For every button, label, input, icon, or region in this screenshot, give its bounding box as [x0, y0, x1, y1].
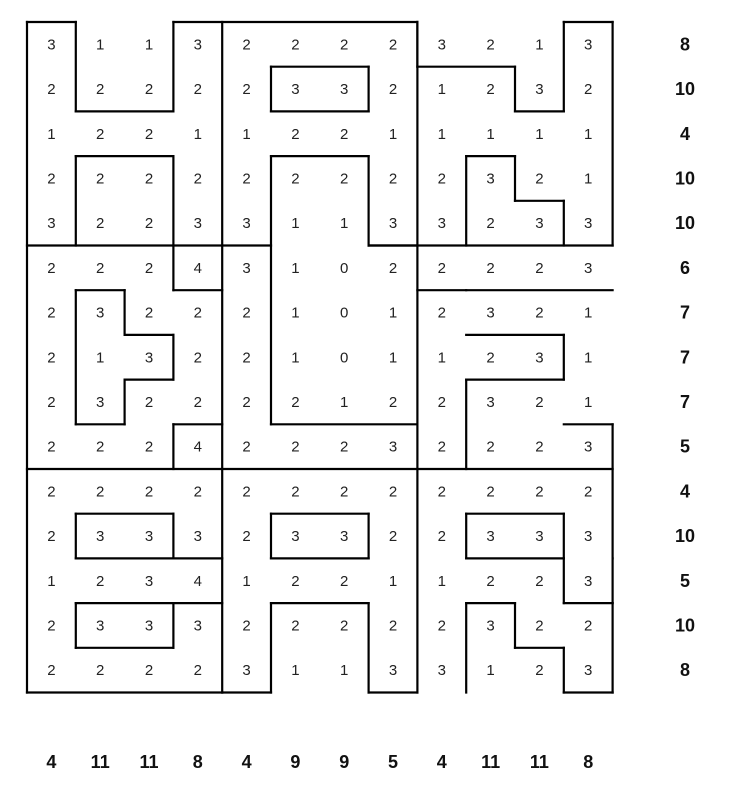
cell-number: 3 — [144, 572, 154, 590]
cell-number: 3 — [437, 36, 446, 54]
cell-number: 2 — [535, 393, 544, 411]
column-clue: 9 — [339, 752, 350, 772]
cell-number: 2 — [437, 528, 446, 546]
row-clue: 5 — [679, 570, 691, 591]
cell-number: 3 — [584, 36, 593, 54]
cell-number: 2 — [242, 617, 251, 635]
cell-number: 2 — [193, 304, 202, 322]
cell-number: 3 — [47, 215, 56, 233]
cell-number: 2 — [340, 36, 349, 54]
cell-number: 2 — [437, 617, 446, 635]
cell-grid — [47, 36, 592, 679]
cell-number: 2 — [388, 528, 398, 546]
row-clue: 5 — [679, 436, 691, 457]
cell-number: 1 — [291, 662, 300, 680]
cell-number: 2 — [291, 617, 300, 635]
cell-number: 1 — [535, 125, 544, 143]
cell-number: 3 — [486, 528, 495, 546]
row-clue: 7 — [679, 302, 691, 323]
cell-number: 3 — [144, 528, 154, 546]
cell-number: 2 — [340, 438, 349, 456]
cell-number: 2 — [535, 662, 544, 680]
row-clue: 10 — [674, 526, 696, 547]
cell-number: 1 — [291, 215, 300, 233]
cell-number: 2 — [96, 170, 105, 188]
cell-number: 3 — [242, 215, 251, 233]
cell-number: 0 — [340, 304, 349, 322]
cell-number: 2 — [535, 483, 544, 501]
cell-number: 3 — [388, 215, 398, 233]
cell-number: 1 — [242, 125, 251, 143]
cell-number: 2 — [535, 617, 544, 635]
cell-number: 2 — [291, 36, 300, 54]
cell-number: 1 — [96, 349, 105, 367]
cell-number: 1 — [437, 349, 446, 367]
column-clue: 4 — [436, 752, 447, 772]
cell-number: 2 — [291, 170, 300, 188]
cell-number: 1 — [388, 125, 398, 143]
cell-number: 2 — [144, 662, 154, 680]
loop-lines — [27, 22, 613, 693]
cell-number: 2 — [47, 81, 56, 99]
column-clue: 11 — [481, 752, 501, 772]
column-clue: 5 — [387, 752, 399, 772]
cell-number: 3 — [193, 528, 202, 546]
cell-number: 2 — [340, 617, 349, 635]
cell-number: 2 — [437, 170, 446, 188]
column-clue: 9 — [290, 752, 301, 772]
cell-number: 3 — [340, 81, 349, 99]
row-clue: 4 — [679, 123, 691, 144]
row-clue: 10 — [674, 168, 696, 189]
cell-number: 2 — [291, 572, 300, 590]
cell-number: 3 — [486, 304, 495, 322]
cell-number: 2 — [96, 215, 105, 233]
cell-number: 4 — [193, 259, 202, 277]
cell-number: 2 — [96, 438, 105, 456]
cell-number: 3 — [437, 662, 446, 680]
cell-number: 2 — [144, 215, 154, 233]
cell-number: 2 — [535, 572, 544, 590]
cell-number: 2 — [144, 304, 154, 322]
cell-number: 2 — [486, 572, 495, 590]
cell-number: 1 — [388, 304, 398, 322]
cell-number: 1 — [144, 36, 154, 54]
cell-number: 2 — [47, 617, 56, 635]
cell-number: 2 — [242, 528, 251, 546]
cell-number: 2 — [47, 483, 56, 501]
cell-number: 2 — [291, 438, 300, 456]
cell-number: 2 — [388, 81, 398, 99]
cell-number: 1 — [242, 572, 251, 590]
cell-number: 1 — [535, 36, 544, 54]
cell-number: 2 — [193, 349, 202, 367]
cell-number: 3 — [388, 438, 398, 456]
cell-number: 2 — [193, 170, 202, 188]
cell-number: 2 — [193, 662, 202, 680]
cell-number: 3 — [144, 349, 154, 367]
cell-number: 2 — [47, 662, 56, 680]
cell-number: 2 — [388, 393, 398, 411]
cell-number: 1 — [340, 215, 349, 233]
cell-number: 2 — [340, 125, 349, 143]
cell-number: 1 — [291, 259, 300, 277]
cell-number: 3 — [535, 81, 544, 99]
cell-number: 1 — [340, 393, 349, 411]
cell-number: 2 — [193, 393, 202, 411]
row-clue: 8 — [679, 660, 691, 681]
cell-number: 1 — [47, 572, 56, 590]
column-clue: 8 — [192, 752, 203, 772]
cell-number: 2 — [96, 125, 105, 143]
cell-number: 2 — [388, 617, 398, 635]
cell-number: 2 — [388, 483, 398, 501]
cell-number: 2 — [193, 81, 202, 99]
cell-number: 0 — [340, 259, 349, 277]
cell-number: 3 — [96, 304, 105, 322]
cell-number: 3 — [291, 528, 300, 546]
cell-number: 2 — [47, 393, 56, 411]
row-clue: 8 — [679, 34, 691, 55]
cell-number: 2 — [535, 259, 544, 277]
column-clues — [46, 752, 593, 772]
cell-number: 2 — [584, 483, 593, 501]
cell-number: 3 — [584, 438, 593, 456]
cell-number: 1 — [437, 81, 446, 99]
cell-number: 1 — [96, 36, 105, 54]
row-clue: 4 — [679, 481, 691, 502]
cell-number: 3 — [96, 393, 105, 411]
cell-number: 1 — [340, 662, 349, 680]
column-clue: 8 — [583, 752, 594, 772]
cell-number: 2 — [144, 393, 154, 411]
cell-number: 3 — [242, 662, 251, 680]
cell-number: 2 — [193, 483, 202, 501]
cell-number: 3 — [96, 617, 105, 635]
cell-number: 2 — [340, 170, 349, 188]
cell-number: 2 — [388, 36, 398, 54]
cell-number: 3 — [584, 215, 593, 233]
cell-number: 2 — [584, 81, 593, 99]
cell-number: 2 — [291, 393, 300, 411]
cell-number: 2 — [242, 483, 251, 501]
cell-number: 2 — [96, 483, 105, 501]
cell-number: 2 — [486, 259, 495, 277]
cell-number: 3 — [144, 617, 154, 635]
cell-number: 3 — [193, 36, 202, 54]
cell-number: 2 — [144, 259, 154, 277]
cell-number: 2 — [340, 572, 349, 590]
cell-number: 4 — [193, 572, 202, 590]
cell-number: 2 — [47, 438, 56, 456]
cell-number: 3 — [584, 662, 593, 680]
cell-number: 2 — [96, 259, 105, 277]
cell-number: 1 — [291, 349, 300, 367]
cell-number: 3 — [486, 617, 495, 635]
cell-number: 1 — [584, 170, 593, 188]
cell-number: 1 — [584, 125, 593, 143]
cell-number: 3 — [437, 215, 446, 233]
cell-number: 3 — [584, 572, 593, 590]
row-clues — [675, 34, 695, 680]
cell-number: 1 — [388, 349, 398, 367]
cell-number: 2 — [242, 81, 251, 99]
cell-number: 2 — [47, 259, 56, 277]
cell-number: 2 — [437, 438, 446, 456]
cell-number: 2 — [291, 125, 300, 143]
column-clue: 11 — [90, 752, 110, 772]
cell-number: 2 — [535, 438, 544, 456]
column-clue: 11 — [139, 752, 159, 772]
cell-number: 1 — [584, 393, 593, 411]
cell-number: 2 — [486, 215, 495, 233]
cell-number: 2 — [535, 170, 544, 188]
cell-number: 3 — [535, 215, 544, 233]
cell-number: 2 — [242, 393, 251, 411]
cell-number: 3 — [486, 170, 495, 188]
cell-number: 2 — [47, 349, 56, 367]
cell-number: 3 — [193, 617, 202, 635]
cell-number: 2 — [47, 304, 56, 322]
cell-number: 2 — [584, 617, 593, 635]
cell-number: 2 — [437, 304, 446, 322]
cell-number: 2 — [144, 438, 154, 456]
row-clue: 10 — [674, 615, 696, 636]
column-clue: 4 — [46, 752, 57, 772]
cell-number: 2 — [242, 438, 251, 456]
cell-number: 2 — [340, 483, 349, 501]
cell-number: 2 — [96, 572, 105, 590]
cell-number: 2 — [242, 349, 251, 367]
cell-number: 1 — [486, 662, 495, 680]
column-clue: 4 — [241, 752, 252, 772]
cell-number: 2 — [486, 438, 495, 456]
cell-number: 1 — [291, 304, 300, 322]
cell-number: 1 — [388, 572, 398, 590]
row-clue: 10 — [674, 213, 696, 234]
row-clue: 7 — [679, 391, 691, 412]
cell-number: 2 — [486, 349, 495, 367]
cell-number: 3 — [388, 662, 398, 680]
cell-number: 2 — [96, 662, 105, 680]
cell-number: 3 — [242, 259, 251, 277]
cell-number: 2 — [144, 483, 154, 501]
cell-number: 2 — [144, 170, 154, 188]
cell-number: 1 — [437, 125, 446, 143]
cell-number: 2 — [388, 259, 398, 277]
cell-number: 2 — [437, 483, 446, 501]
cell-number: 1 — [584, 304, 593, 322]
cell-number: 4 — [193, 438, 202, 456]
cell-number: 2 — [144, 81, 154, 99]
cell-number: 2 — [242, 304, 251, 322]
cell-number: 2 — [486, 483, 495, 501]
cell-number: 2 — [242, 170, 251, 188]
row-clue: 7 — [679, 347, 691, 368]
cell-number: 2 — [96, 81, 105, 99]
cell-number: 2 — [437, 393, 446, 411]
cell-number: 1 — [47, 125, 56, 143]
cell-number: 2 — [388, 170, 398, 188]
row-clue: 6 — [679, 257, 691, 278]
cell-number: 2 — [486, 81, 495, 99]
cell-number: 3 — [340, 528, 349, 546]
cell-number: 1 — [486, 125, 495, 143]
column-clue: 11 — [529, 752, 549, 772]
cell-number: 2 — [144, 125, 154, 143]
cell-number: 3 — [584, 528, 593, 546]
cell-number: 1 — [193, 125, 202, 143]
cell-number: 2 — [486, 36, 495, 54]
row-clue: 10 — [674, 79, 696, 100]
cell-number: 3 — [486, 393, 495, 411]
cell-number: 3 — [535, 528, 544, 546]
cell-number: 3 — [535, 349, 544, 367]
cell-number: 2 — [535, 304, 544, 322]
cell-number: 2 — [47, 528, 56, 546]
cell-number: 3 — [584, 259, 593, 277]
cell-number: 1 — [584, 349, 593, 367]
cell-number: 2 — [47, 170, 56, 188]
cell-number: 3 — [193, 215, 202, 233]
cell-number: 3 — [291, 81, 300, 99]
cell-number: 2 — [242, 36, 251, 54]
cell-number: 0 — [340, 349, 349, 367]
cell-number: 2 — [291, 483, 300, 501]
cell-number: 3 — [47, 36, 56, 54]
cell-number: 3 — [96, 528, 105, 546]
cell-number: 1 — [437, 572, 446, 590]
cell-number: 2 — [437, 259, 446, 277]
